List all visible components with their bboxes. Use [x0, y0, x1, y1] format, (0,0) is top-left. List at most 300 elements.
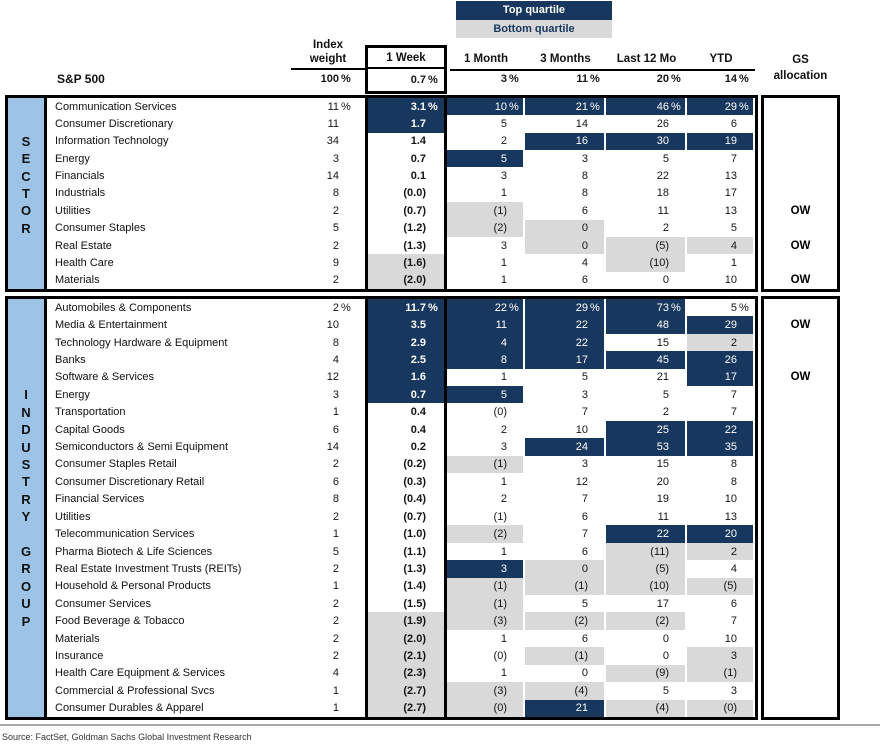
row-name: Communication Services: [55, 100, 177, 113]
cell-index-weight: 5: [332, 545, 339, 558]
cell-ytd: 13: [724, 204, 737, 217]
gs-allocation-cell: [764, 115, 837, 132]
table-row: [8, 150, 755, 167]
cell-1month: (3): [447, 612, 525, 629]
cell-1month: 10 %: [447, 98, 525, 115]
cell-3months: 21 %: [525, 98, 606, 115]
row-name: Transportation: [55, 406, 126, 419]
cell-last12mo: (10): [606, 254, 687, 271]
gs-allocation-cell: [764, 665, 837, 682]
table-row: [8, 647, 755, 664]
cell-1week: (0.7): [365, 508, 447, 525]
cell-last12mo: 26: [656, 118, 669, 131]
cell-ytd: 10: [724, 632, 737, 645]
cell-ytd: 3: [687, 647, 755, 664]
gs-allocation-cell: [764, 491, 837, 508]
table-row: [8, 369, 755, 386]
cell-ytd: 17: [724, 187, 737, 200]
cell-index-weight: 3: [332, 388, 339, 401]
cell-index-weight: 2: [332, 615, 339, 628]
cell-ytd: 20: [687, 525, 755, 542]
cell-last12mo: 2: [662, 222, 669, 235]
table-row: [8, 185, 755, 202]
cell-3months: (2): [525, 612, 606, 629]
cell-last12mo: 45: [606, 351, 687, 368]
row-name: Consumer Staples Retail: [55, 458, 177, 471]
cell-ytd: 2: [687, 334, 755, 351]
cell-index-weight: 8: [332, 493, 339, 506]
cell-last12mo: 53: [606, 438, 687, 455]
table-row: [8, 220, 755, 237]
cell-index-weight: 2: [332, 458, 339, 471]
cell-index-weight: 2: [332, 562, 339, 575]
cell-last12mo: (5): [606, 560, 687, 577]
gs-allocation-cell: [764, 456, 837, 473]
cell-last12mo: 25: [606, 421, 687, 438]
footer-divider: [0, 724, 880, 726]
cell-3months: 10: [575, 423, 588, 436]
cell-3months: 6: [581, 274, 588, 287]
cell-1week: 3.1 %: [365, 98, 447, 115]
cell-3months: 0: [525, 220, 606, 237]
row-name: Consumer Discretionary Retail: [55, 475, 205, 488]
row-name: Real Estate Investment Trusts (REITs): [55, 562, 242, 575]
table-row: [8, 595, 755, 612]
gs-allocation-cell: [764, 700, 837, 717]
cell-last12mo: 15: [656, 336, 669, 349]
row-name: Consumer Discretionary: [55, 118, 173, 131]
cell-1month: (0): [493, 406, 507, 419]
cell-ytd: 29 %: [687, 98, 755, 115]
cell-last12mo: (5): [606, 237, 687, 254]
cell-1week: (2.3): [365, 665, 447, 682]
cell-1week: 2.5: [365, 351, 447, 368]
gs-allocation-box-sector: [761, 95, 840, 292]
col-header-3months: 3 Months: [540, 53, 591, 65]
cell-index-weight: 12: [326, 371, 339, 384]
gs-allocation-cell: [764, 386, 837, 403]
cell-1week: (1.6): [365, 254, 447, 271]
cell-index-weight: 2: [332, 632, 339, 645]
gs-allocation-cell: [764, 351, 837, 368]
cell-1week: 1.7: [365, 115, 447, 132]
row-name: Telecommunication Services: [55, 528, 195, 541]
col-header-gs-line1: GS: [792, 54, 809, 66]
section-letter: [8, 272, 47, 289]
footer-source: Source: FactSet, Goldman Sachs Global Investment Research: [2, 732, 252, 742]
gs-allocation-cell: [764, 334, 837, 351]
row-name: Technology Hardware & Equipment: [55, 336, 228, 349]
cell-3months: 0: [525, 237, 606, 254]
cell-index-weight: 11: [327, 118, 339, 131]
cell-index-weight: 1: [332, 684, 339, 697]
cell-last12mo: 0: [662, 632, 669, 645]
gs-allocation-cell: OW: [790, 274, 811, 287]
cell-index-weight: 4: [332, 353, 339, 366]
cell-ytd: 6: [730, 597, 737, 610]
cell-3months: (1): [525, 647, 606, 664]
table-row: [8, 316, 755, 333]
cell-index-weight: 2: [332, 204, 339, 217]
cell-ytd: 22: [687, 421, 755, 438]
section-letter: [8, 299, 47, 316]
row-name: Materials: [55, 632, 100, 645]
cell-1month: 3: [500, 441, 507, 454]
row-name: Consumer Staples: [55, 222, 146, 235]
gs-allocation-box-industry: [761, 296, 840, 720]
row-name: Utilities: [55, 510, 91, 523]
cell-last12mo: 30: [606, 133, 687, 150]
cell-1month: 1: [500, 632, 507, 645]
cell-index-weight: 34: [326, 135, 339, 148]
gs-allocation-cell: [764, 254, 837, 271]
cell-last12mo: 5: [662, 152, 669, 165]
quartile-legend: [456, 1, 612, 38]
benchmark-ytd: 14 %: [724, 73, 749, 85]
row-name: Consumer Durables & Apparel: [55, 702, 204, 715]
cell-1month: 1: [500, 475, 507, 488]
cell-1month: 22 %: [447, 299, 525, 316]
section-letter: P: [8, 612, 47, 629]
cell-ytd: 26: [687, 351, 755, 368]
col-header-1week-box: [365, 45, 447, 94]
cell-1week: 0.2: [365, 438, 447, 455]
table-row: [8, 403, 755, 420]
cell-1month: 3: [500, 170, 507, 183]
cell-ytd: 6: [730, 118, 737, 131]
benchmark-label: S&P 500: [57, 72, 105, 86]
cell-3months: 6: [581, 510, 588, 523]
cell-last12mo: 22: [606, 525, 687, 542]
gs-allocation-cell: [764, 595, 837, 612]
cell-ytd: 7: [730, 615, 737, 628]
cell-1week: 0.4: [365, 403, 447, 420]
cell-3months: 7: [581, 528, 588, 541]
cell-1week: (0.4): [365, 491, 447, 508]
row-name: Health Care Equipment & Services: [55, 667, 225, 680]
cell-1week: (2.0): [365, 272, 447, 289]
benchmark-1week: 0.7 %: [410, 73, 438, 86]
cell-3months: 22: [525, 316, 606, 333]
row-name: Pharma Biotech & Life Sciences: [55, 545, 213, 558]
cell-last12mo: 17: [656, 597, 669, 610]
cell-index-weight: 14: [326, 170, 339, 183]
cell-3months: 5: [581, 371, 588, 384]
cell-last12mo: 11: [657, 510, 669, 523]
row-name: Capital Goods: [55, 423, 125, 436]
gs-allocation-cell: [764, 508, 837, 525]
section-letter: [8, 237, 47, 254]
cell-3months: 8: [581, 187, 588, 200]
section-letter: [8, 665, 47, 682]
table-row: [8, 665, 755, 682]
cell-last12mo: 46 %: [606, 98, 687, 115]
cell-ytd: 7: [730, 152, 737, 165]
cell-ytd: 35: [687, 438, 755, 455]
cell-index-weight: 4: [332, 667, 339, 680]
cell-ytd: 1: [730, 256, 737, 269]
cell-ytd: 8: [730, 475, 737, 488]
row-name: Semiconductors & Semi Equipment: [55, 441, 229, 454]
table-row: [8, 115, 755, 132]
cell-ytd: 7: [730, 388, 737, 401]
section-letter: [8, 98, 47, 115]
table-row: [8, 700, 755, 717]
col-header-gs-line2: allocation: [773, 70, 828, 82]
gs-allocation-cell: [764, 185, 837, 202]
cell-index-weight: 6: [332, 475, 339, 488]
cell-index-weight: 14: [326, 441, 339, 454]
section-letter: S: [8, 456, 47, 473]
cell-3months: 6: [581, 204, 588, 217]
cell-1month: 2: [500, 135, 507, 148]
industry-rows: [8, 299, 755, 717]
cell-last12mo: 48: [606, 316, 687, 333]
cell-ytd: 29: [687, 316, 755, 333]
cell-3months: 29 %: [525, 299, 606, 316]
cell-1week: 1.4: [365, 133, 447, 150]
cell-3months: 12: [575, 475, 588, 488]
cell-3months: (1): [525, 578, 606, 595]
section-letter: R: [8, 220, 47, 237]
cell-ytd: 19: [687, 133, 755, 150]
cell-last12mo: 0: [662, 650, 669, 663]
section-letter: R: [8, 560, 47, 577]
section-sector: [5, 95, 758, 292]
cell-1week: 3.5: [365, 316, 447, 333]
cell-last12mo: (11): [606, 543, 687, 560]
row-name: Food Beverage & Tobacco: [55, 615, 185, 628]
gs-allocation-cell: [764, 403, 837, 420]
cell-3months: 22: [525, 334, 606, 351]
cell-last12mo: 5: [662, 684, 669, 697]
cell-last12mo: 21: [656, 371, 669, 384]
section-letter: [8, 351, 47, 368]
cell-index-weight: 1: [332, 580, 339, 593]
cell-ytd: 17: [687, 369, 755, 386]
cell-last12mo: 73 %: [606, 299, 687, 316]
cell-3months: 3: [581, 388, 588, 401]
cell-index-weight: 2: [332, 274, 339, 287]
row-name: Automobiles & Components: [55, 301, 192, 314]
cell-1month: (3): [447, 682, 525, 699]
cell-index-weight: 1: [332, 528, 339, 541]
row-name: Software & Services: [55, 371, 155, 384]
section-letter: Y: [8, 508, 47, 525]
col-header-index-weight-line1: Index: [312, 39, 344, 51]
section-letter: N: [8, 403, 47, 420]
gs-allocation-cell: OW: [790, 239, 811, 252]
cell-index-weight: 9: [332, 256, 339, 269]
row-name: Insurance: [55, 650, 104, 663]
section-letter: U: [8, 438, 47, 455]
section-letter: [8, 254, 47, 271]
cell-index-weight: 8: [332, 187, 339, 200]
cell-last12mo: 22: [656, 170, 669, 183]
cell-1month: 1: [500, 256, 507, 269]
cell-3months: 16: [525, 133, 606, 150]
cell-1month: 1: [500, 667, 507, 680]
cell-1month: 11: [447, 316, 525, 333]
cell-index-weight: 1: [332, 702, 339, 715]
cell-1week: (2.7): [365, 700, 447, 717]
benchmark-index-weight: 100 %: [320, 73, 351, 85]
cell-last12mo: 19: [656, 493, 669, 506]
cell-index-weight: 1: [332, 406, 339, 419]
section-letter: R: [8, 491, 47, 508]
cell-ytd: 2: [687, 543, 755, 560]
cell-last12mo: 20: [656, 475, 669, 488]
gs-allocation-cell: [764, 133, 837, 150]
section-letter: [8, 647, 47, 664]
cell-ytd: 13: [724, 170, 737, 183]
section-industry-group: [5, 296, 758, 720]
cell-ytd: 5: [730, 222, 737, 235]
table-row: [8, 167, 755, 184]
row-name: Banks: [55, 353, 86, 366]
cell-last12mo: (10): [606, 578, 687, 595]
cell-ytd: 3: [730, 684, 737, 697]
cell-3months: 6: [581, 545, 588, 558]
cell-index-weight: 10: [326, 319, 339, 332]
col-header-1week: 1 Week: [368, 48, 444, 69]
cell-ytd: 10: [724, 493, 737, 506]
cell-1month: 2: [500, 493, 507, 506]
cell-3months: 7: [581, 406, 588, 419]
cell-last12mo: 18: [656, 187, 669, 200]
cell-1month: 1: [500, 545, 507, 558]
table-row: [8, 299, 755, 316]
cell-1month: (2): [447, 525, 525, 542]
cell-1week: (1.1): [365, 543, 447, 560]
table-row: [8, 237, 755, 254]
cell-1month: 1: [500, 274, 507, 287]
section-letter: U: [8, 595, 47, 612]
section-letter: S: [8, 133, 47, 150]
cell-3months: 21: [525, 700, 606, 717]
gs-allocation-cell: [764, 98, 837, 115]
cell-1week: 0.4: [365, 421, 447, 438]
col-header-1month: 1 Month: [463, 53, 509, 65]
cell-index-weight: 2: [332, 510, 339, 523]
cell-1month: 8: [447, 351, 525, 368]
gs-allocation-cell: [764, 438, 837, 455]
cell-1month: (0): [493, 650, 507, 663]
cell-last12mo: 15: [656, 458, 669, 471]
section-letter: G: [8, 543, 47, 560]
cell-1week: (1.0): [365, 525, 447, 542]
cell-index-weight: 2: [332, 239, 339, 252]
cell-1month: (1): [447, 456, 525, 473]
row-name: Energy: [55, 152, 90, 165]
cell-index-weight: 3: [332, 152, 339, 165]
cell-3months: 6: [581, 632, 588, 645]
cell-index-weight: 2: [332, 650, 339, 663]
table-row: [8, 578, 755, 595]
row-name: Financials: [55, 170, 105, 183]
gs-allocation-cell: [764, 167, 837, 184]
benchmark-1month: 3 %: [500, 73, 519, 85]
section-letter: O: [8, 202, 47, 219]
legend-top-quartile: Top quartile: [456, 1, 612, 20]
section-letter: [8, 682, 47, 699]
cell-1week: (1.9): [365, 612, 447, 629]
gs-allocation-cell: [764, 630, 837, 647]
cell-1week: 0.7: [365, 386, 447, 403]
section-letter: [8, 115, 47, 132]
cell-1week: (0.0): [365, 185, 447, 202]
gs-allocation-cell: [764, 543, 837, 560]
cell-1month: 3: [447, 560, 525, 577]
cell-1week: (1.3): [365, 560, 447, 577]
section-letter: [8, 700, 47, 717]
col-header-index-weight: [291, 38, 365, 70]
cell-index-weight: 2: [332, 597, 339, 610]
row-name: Commercial & Professional Svcs: [55, 684, 215, 697]
section-letter: T: [8, 185, 47, 202]
table-row: [8, 560, 755, 577]
cell-ytd: (1): [687, 665, 755, 682]
gs-allocation-cell: [764, 220, 837, 237]
cell-1week: (1.5): [365, 595, 447, 612]
cell-1month: (1): [493, 510, 507, 523]
cell-last12mo: (4): [606, 700, 687, 717]
gs-allocation-cell: OW: [790, 371, 811, 384]
col-header-index-weight-line2: weight: [309, 53, 347, 65]
cell-last12mo: (9): [606, 665, 687, 682]
gs-allocation-cell: [764, 150, 837, 167]
table-row: [8, 386, 755, 403]
section-letter: [8, 316, 47, 333]
cell-1week: (2.0): [365, 630, 447, 647]
cell-ytd: 13: [724, 510, 737, 523]
table-row: [8, 421, 755, 438]
row-name: Consumer Services: [55, 597, 151, 610]
cell-1month: (1): [447, 578, 525, 595]
cell-index-weight: 6: [332, 423, 339, 436]
col-header-ytd: YTD: [709, 53, 733, 65]
legend-bottom-quartile: Bottom quartile: [456, 20, 612, 38]
cell-3months: 3: [581, 458, 588, 471]
benchmark-last12mo: 20 %: [656, 73, 681, 85]
sector-rows: [8, 98, 755, 289]
cell-1month: 4: [447, 334, 525, 351]
gs-allocation-cell: [764, 560, 837, 577]
cell-3months: 0: [581, 667, 588, 680]
cell-1week: 1.6: [365, 369, 447, 386]
cell-3months: 4: [581, 256, 588, 269]
row-name: Health Care: [55, 256, 114, 269]
cell-3months: 3: [581, 152, 588, 165]
cell-last12mo: 11: [657, 204, 669, 217]
row-name: Household & Personal Products: [55, 580, 211, 593]
cell-1week: 0.1: [365, 167, 447, 184]
cell-1month: 3: [500, 239, 507, 252]
section-letter: E: [8, 150, 47, 167]
cell-1month: 5: [447, 386, 525, 403]
cell-1week: 11.7 %: [365, 299, 447, 316]
section-letter: [8, 630, 47, 647]
table-row: [8, 351, 755, 368]
cell-ytd: 5 %: [730, 301, 749, 314]
cell-ytd: 4: [687, 237, 755, 254]
section-letter: D: [8, 421, 47, 438]
row-name: Energy: [55, 388, 90, 401]
section-letter: [8, 525, 47, 542]
cell-ytd: 10: [724, 274, 737, 287]
table-row: [8, 202, 755, 219]
cell-last12mo: 0: [662, 274, 669, 287]
